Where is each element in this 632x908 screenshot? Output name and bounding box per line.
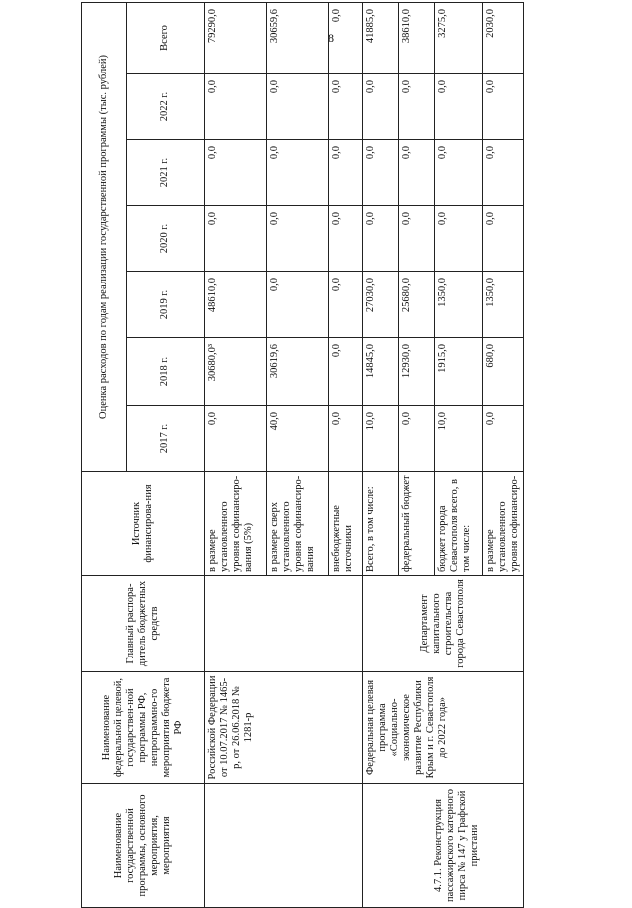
total-cell: 30659,6 bbox=[267, 2, 329, 73]
value-cell: 0,0 bbox=[363, 74, 399, 140]
measure-name-cell: 4.7.1. Реконструкция пассажирского катерного пирса № 147 у Графской пристани bbox=[363, 784, 524, 908]
source-cell: в размере установленного уровня софинансиро-вания (5%) bbox=[205, 472, 267, 576]
value-cell: 1350,0 bbox=[435, 272, 483, 338]
source-cell: Всего, в том числе: bbox=[363, 472, 399, 576]
distributor-cell: Департамент капитального строительства города Севастополя bbox=[363, 576, 524, 672]
header-year-2021: 2021 г. bbox=[127, 140, 205, 206]
value-cell: 40,0 bbox=[267, 406, 329, 472]
source-cell: федеральный бюджет bbox=[399, 472, 435, 576]
value-cell: 0,0 bbox=[399, 140, 435, 206]
value-cell: 0,0 bbox=[205, 74, 267, 140]
source-cell: внебюджетные источники bbox=[329, 472, 363, 576]
table-row bbox=[363, 2, 399, 907]
header-year-2019: 2019 г. bbox=[127, 272, 205, 338]
value-cell: 0,0 bbox=[329, 74, 363, 140]
value-cell: 1915,0 bbox=[435, 338, 483, 406]
value-cell: 0,0 bbox=[205, 206, 267, 272]
value-cell: 12930,0 bbox=[399, 338, 435, 406]
header-year-2020: 2020 г. bbox=[127, 206, 205, 272]
value-cell: 0,0 bbox=[483, 74, 524, 140]
page-number: 8 bbox=[328, 31, 334, 45]
table-row bbox=[205, 2, 267, 907]
source-cell: в размере установленного уровня софинансиро- bbox=[483, 472, 524, 576]
total-cell: 3275,0 bbox=[435, 2, 483, 73]
value-cell: 0,0 bbox=[435, 140, 483, 206]
value-cell: 0,0 bbox=[267, 74, 329, 140]
value-cell: 27030,0 bbox=[363, 272, 399, 338]
program-cell: Российской Федерации от 10.07.2017 № 1465-р, от 26.06.2018 № 1281-р bbox=[205, 672, 363, 784]
value-cell: 0,0 bbox=[363, 206, 399, 272]
program-cell: Федеральная целевая программа «Социально-экономическое развитие Республики Крым и г. Севастополя до 2022 года» bbox=[363, 672, 524, 784]
rotated-table-sheet bbox=[81, 3, 602, 908]
budget-table bbox=[81, 2, 524, 908]
total-cell: 79290,0 bbox=[205, 2, 267, 73]
value-cell: 25680,0 bbox=[399, 272, 435, 338]
value-cell: 1350,0 bbox=[483, 272, 524, 338]
value-cell: 10,0 bbox=[363, 406, 399, 472]
value-cell: 0,0 bbox=[483, 406, 524, 472]
header-source: Источник финансирова-ния bbox=[82, 472, 205, 576]
total-cell: 41885,0 bbox=[363, 2, 399, 73]
value-cell: 0,0 bbox=[267, 272, 329, 338]
header-program: Наименование федеральной целевой, государствен-ной программы РФ, непрограммно-го мероприятия бюджета РФ bbox=[82, 672, 205, 784]
header-year-2018: 2018 г. bbox=[127, 338, 205, 406]
value-cell: 14845,0 bbox=[363, 338, 399, 406]
header-total: Всего bbox=[127, 2, 205, 73]
value-cell: 0,0 bbox=[329, 272, 363, 338]
value-cell: 0,0 bbox=[205, 406, 267, 472]
source-cell: в размере сверх установленного уровня софинансиро-вания bbox=[267, 472, 329, 576]
total-cell: 0,0 bbox=[329, 2, 363, 73]
header-group-title: Оценка расходов по годам реализации государственной программы (тыс. рублей) bbox=[82, 2, 127, 471]
header-name: Наименование государственной программы, основного мероприятия, мероприятия bbox=[82, 784, 205, 908]
total-cell: 2030,0 bbox=[483, 2, 524, 73]
value-cell: 30619,6 bbox=[267, 338, 329, 406]
value-cell: 0,0 bbox=[363, 140, 399, 206]
value-cell: 30680,0³ bbox=[205, 338, 267, 406]
total-cell: 38610,0 bbox=[399, 2, 435, 73]
value-cell: 0,0 bbox=[399, 206, 435, 272]
value-cell: 0,0 bbox=[205, 140, 267, 206]
value-cell: 680,0 bbox=[483, 338, 524, 406]
distributor-cell-empty bbox=[205, 576, 363, 672]
value-cell: 0,0 bbox=[329, 338, 363, 406]
name-cell-empty bbox=[205, 784, 363, 908]
value-cell: 0,0 bbox=[483, 140, 524, 206]
value-cell: 0,0 bbox=[435, 74, 483, 140]
value-cell: 0,0 bbox=[267, 206, 329, 272]
header-year-2017: 2017 г. bbox=[127, 406, 205, 472]
value-cell: 0,0 bbox=[329, 206, 363, 272]
value-cell: 0,0 bbox=[267, 140, 329, 206]
source-cell: бюджет города Севастополя всего, в том числе: bbox=[435, 472, 483, 576]
header-distributor: Главный распора-дитель бюджетных средств bbox=[82, 576, 205, 672]
value-cell: 48610,0 bbox=[205, 272, 267, 338]
value-cell: 0,0 bbox=[483, 206, 524, 272]
value-cell: 0,0 bbox=[435, 206, 483, 272]
value-cell: 0,0 bbox=[329, 406, 363, 472]
value-cell: 10,0 bbox=[435, 406, 483, 472]
header-year-2022: 2022 г. bbox=[127, 74, 205, 140]
value-cell: 0,0 bbox=[399, 74, 435, 140]
value-cell: 0,0 bbox=[399, 406, 435, 472]
value-cell: 0,0 bbox=[329, 140, 363, 206]
